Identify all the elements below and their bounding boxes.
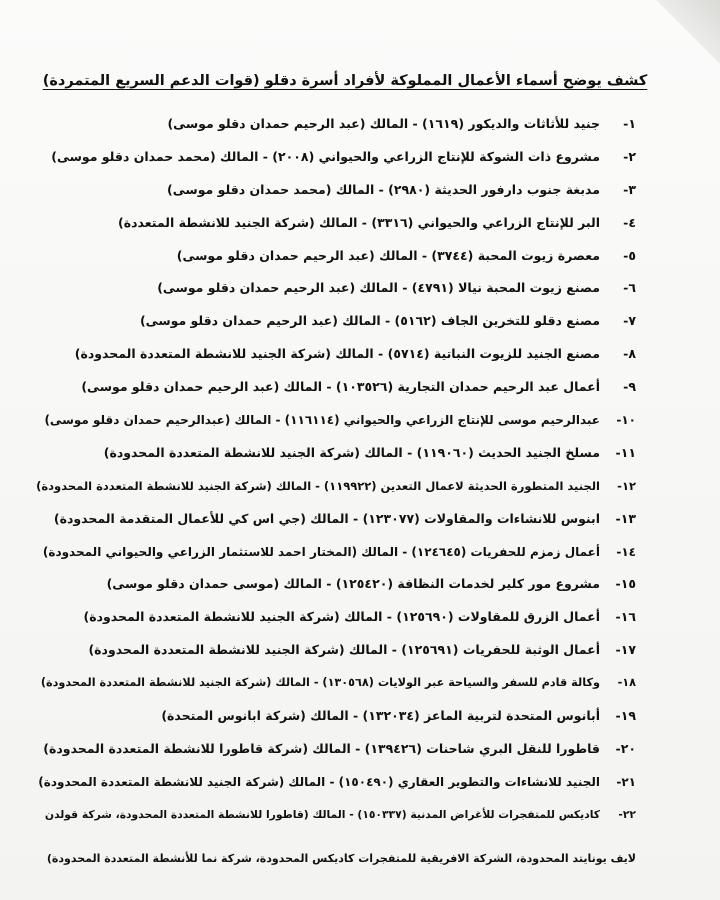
list-item-number: ١٥- <box>615 576 636 592</box>
list-item-text: مصنع الجنيد للزيوت النباتية (٥٧١٤) - المالك (شركة الجنيد للانشطة المتعددة المحدودة) <box>74 346 600 362</box>
list-item-text: الجنيد للانشاءات والتطوير العقاري (١٥٠٤٩٠) - المالك (شركة الجنيد للانشطة المتعددة المحدودة) <box>38 774 600 789</box>
list-item-text: مدبغة جنوب دارفور الحديثة (٢٩٨٠) - المالك (محمد حمدان دقلو موسى) <box>167 181 600 197</box>
list-item <box>36 108 636 141</box>
list-item-text: جنيد للأثاثات والديكور (١٦١٩) - المالك (عبد الرحيم حمدان دقلو موسى) <box>167 116 600 131</box>
list-item-number: ١٩- <box>615 708 636 724</box>
list-item-number: ٣- <box>623 181 636 197</box>
list-item <box>36 601 636 634</box>
list-item <box>36 404 636 437</box>
list-item-number: ١٦- <box>615 609 636 625</box>
list-item-text: كاديكس للمتفجرات للأغراض المدنية (١٥٠٣٣٧) - المالك (قاطورا للانشطة المتعددة المحدودة، شركة قولدن <box>44 807 600 821</box>
list-item-text: مصنع زيوت المحبة نيالا (٤٧٩١) - المالك (عبد الرحيم حمدان دقلو موسى) <box>157 280 600 296</box>
list-item-number: ١- <box>623 116 636 131</box>
list-item-number: ٢٢- <box>618 807 636 821</box>
list-item-number: ٩- <box>623 379 636 395</box>
list-item <box>36 799 636 832</box>
list-item-number: ١٧- <box>615 642 636 658</box>
list-item-text: ابنوس للانشاءات والمقاولات (١٢٣٠٧٧) - المالك (جي اس كي للأعمال المتقدمة المحدودة) <box>53 510 600 526</box>
list-item-number: ٢- <box>623 148 636 164</box>
list-item-number: ١٤- <box>616 544 636 559</box>
list-item <box>36 371 636 404</box>
list-item-text: الجنيد المتطورة الحديثة لاعمال التعدين (١١٩٩٢٢) - المالك (شركة الجنيد للانشطة المتعددة المحدودة) <box>36 478 600 493</box>
list-item-text: عبدالرحيم موسى للإنتاج الزراعي والحيواني (١١٦١١٤) - المالك (عبدالرحيم حمدان دقلو موسى) <box>44 413 600 428</box>
list-item-text: مصنع دقلو للتخرين الجاف (٥١٦٢) - المالك (عبد الرحيم حمدان دقلو موسى) <box>139 313 600 329</box>
list-item-number: ٧- <box>623 313 636 329</box>
list-item <box>36 536 636 569</box>
list-item <box>36 700 636 733</box>
list-item-number: ٤- <box>623 214 636 230</box>
list-item-text: مشروع ذات الشوكة للإنتاج الزراعي والحيواني (٢٠٠٨) - المالك (محمد حمدان دقلو موسى) <box>51 148 600 164</box>
list-item-text: مشروع مور كلير لخدمات النظافة (١٢٥٤٢٠) - المالك (موسى حمدان دقلو موسى) <box>106 576 600 592</box>
list-item-number: ١٣- <box>615 510 636 526</box>
list-item <box>36 470 636 503</box>
list-item <box>36 634 636 667</box>
list-item <box>36 568 636 601</box>
list-item-continuation: لايف يونايتد المحدودة، الشركة الافريقية للمتفجرات كاديكس المحدودة، شركة نما للأنشطة المتعددة المحدودة) <box>46 852 636 865</box>
list-item-text: أبانوس المتحدة لتربية الماعز (١٣٢٠٣٤) - المالك (شركة ابانوس المتحدة) <box>161 708 600 724</box>
list-item <box>36 503 636 536</box>
list-item-text: معصرة زيوت المحبة (٣٧٤٤) - المالك (عبد الرحيم حمدان دقلو موسى) <box>176 247 600 263</box>
list-item-text: وكالة قادم للسفر والسياحة عبر الولايات (١٣٠٥٦٨) - المالك (شركة الجنيد للانشطة المتعددة المحدودة) <box>40 676 600 690</box>
list-item-text: أعمال الوثبة للحفريات (١٢٥٦٩١) - المالك (شركة الجنيد للانشطة المتعددة المحدودة) <box>88 642 600 658</box>
page-fold-corner <box>650 0 720 70</box>
list-item-number: ٦- <box>623 280 636 296</box>
list-item <box>36 667 636 700</box>
list-item <box>36 338 636 371</box>
list-item-number: ٢٠- <box>615 740 636 756</box>
list-item-number: ٢١- <box>616 774 636 789</box>
list-item <box>36 766 636 799</box>
list-item-text: البر للإنتاج الزراعي والحيواني (٣٣١٦) - المالك (شركة الجنيد للانشطة المتعددة) <box>118 214 600 230</box>
list-item <box>36 437 636 470</box>
business-list <box>36 108 636 832</box>
list-item-number: ٥- <box>623 247 636 263</box>
list-item <box>36 240 636 273</box>
list-item <box>36 272 636 305</box>
list-item-number: ١٠- <box>616 413 636 428</box>
list-item-number: ١٢- <box>617 478 636 493</box>
list-item <box>36 733 636 766</box>
document-title: كشف يوضح أسماء الأعمال المملوكة لأفراد أسرة دقلو (قوات الدعم السريع المتمردة) <box>42 73 648 89</box>
list-item-text: أعمال الزرق للمقاولات (١٢٥٦٩٠) - المالك (شركة الجنيد للانشطة المتعددة المحدودة) <box>83 609 600 625</box>
list-item-text: أعمال عبد الرحيم حمدان التجارية (١٠٣٥٢٦) - المالك (عبد الرحيم حمدان دقلو موسى) <box>81 379 600 395</box>
list-item-text: مسلخ الجنيد الحديث (١١٩٠٦٠) - المالك (شركة الجنيد للانشطة المتعددة المحدودة) <box>103 444 600 460</box>
list-item-text: قاطورا للنقل البري شاحنات (١٣٩٤٢٦) - المالك (شركة قاطورا للانشطة المتعددة المحدودة) <box>43 740 600 756</box>
list-item <box>36 174 636 207</box>
list-item-number: ٨- <box>623 346 636 362</box>
list-item <box>36 207 636 240</box>
list-item-text: أعمال زمزم للحفريات (١٢٤٦٤٥) - المالك (المختار احمد للاستثمار الزراعي والحيواني المحدودة) <box>42 544 600 559</box>
list-item <box>36 305 636 338</box>
list-item-number: ١٨- <box>617 676 636 690</box>
list-item-number: ١١- <box>615 444 636 460</box>
list-item <box>36 141 636 174</box>
